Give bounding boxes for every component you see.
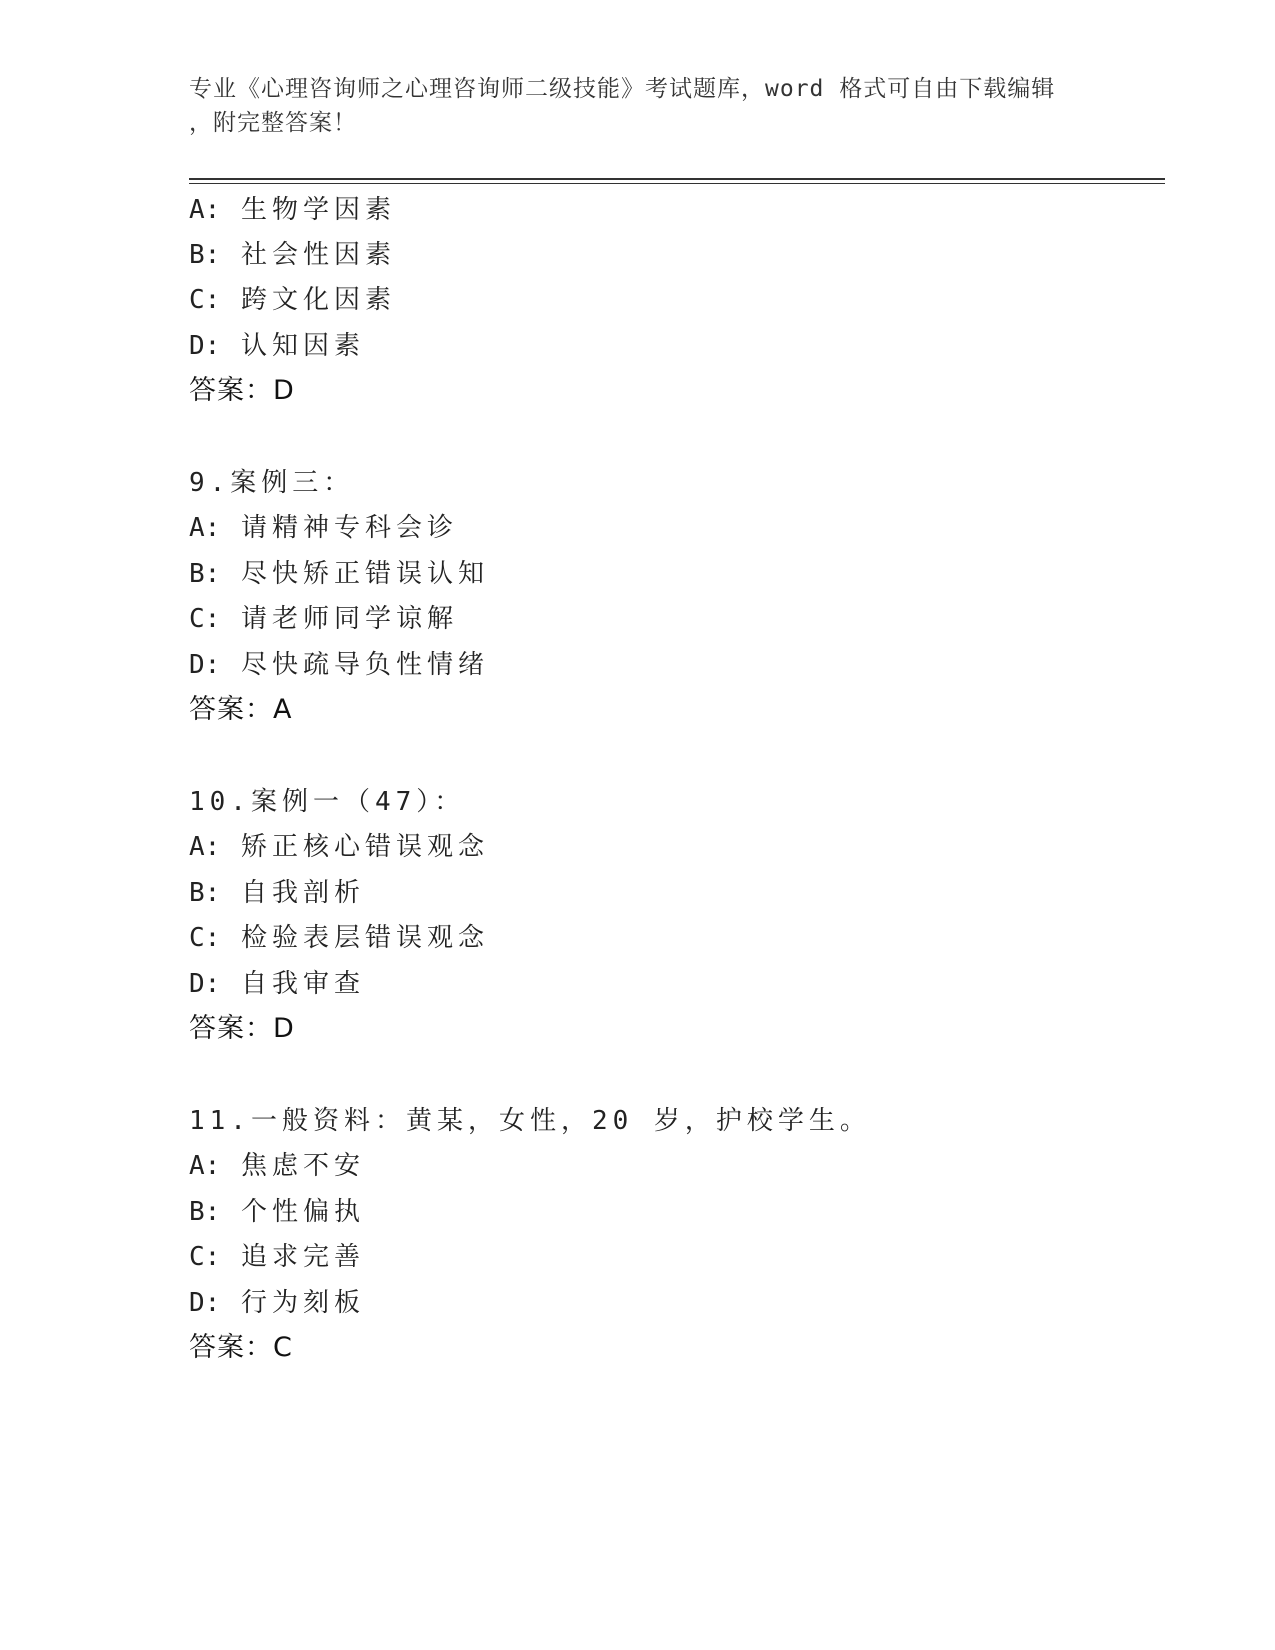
q9-option-d: D: 尽快疏导负性情绪 bbox=[189, 650, 489, 680]
q9-option-c: C: 请老师同学谅解 bbox=[189, 604, 458, 634]
q8-option-b: B: 社会性因素 bbox=[189, 240, 396, 270]
header-divider-thick bbox=[189, 178, 1165, 180]
header-line-2: ，附完整答案！ bbox=[189, 110, 357, 136]
header-line-1: 专业《心理咨询师之心理咨询师二级技能》考试题库，word 格式可自由下载编辑 bbox=[189, 76, 1056, 102]
q8-answer: 答案：D bbox=[189, 375, 295, 406]
q10-question: 10.案例一（47）： bbox=[189, 787, 466, 817]
q8-option-c: C: 跨文化因素 bbox=[189, 285, 396, 315]
q9-option-a: A: 请精神专科会诊 bbox=[189, 513, 458, 543]
q8-option-d: D: 认知因素 bbox=[189, 331, 365, 361]
q10-option-a: A: 矫正核心错误观念 bbox=[189, 832, 489, 862]
q10-answer: 答案：D bbox=[189, 1013, 295, 1044]
q11-answer: 答案：C bbox=[189, 1332, 293, 1363]
q10-option-d: D: 自我审查 bbox=[189, 969, 365, 999]
header-divider-thin bbox=[189, 183, 1165, 184]
q10-option-b: B: 自我剖析 bbox=[189, 878, 365, 908]
q11-question: 11.一般资料：黄某，女性，20 岁，护校学生。 bbox=[189, 1106, 871, 1136]
q11-option-c: C: 追求完善 bbox=[189, 1242, 365, 1272]
document-header bbox=[189, 72, 1069, 140]
q10-option-c: C: 检验表层错误观念 bbox=[189, 923, 489, 953]
q9-question: 9.案例三： bbox=[189, 468, 355, 498]
q9-answer: 答案：A bbox=[189, 694, 293, 725]
q11-option-d: D: 行为刻板 bbox=[189, 1288, 365, 1318]
q8-option-a: A: 生物学因素 bbox=[189, 195, 396, 225]
q9-option-b: B: 尽快矫正错误认知 bbox=[189, 559, 489, 589]
q11-option-a: A: 焦虑不安 bbox=[189, 1151, 365, 1181]
q11-option-b: B: 个性偏执 bbox=[189, 1197, 365, 1227]
